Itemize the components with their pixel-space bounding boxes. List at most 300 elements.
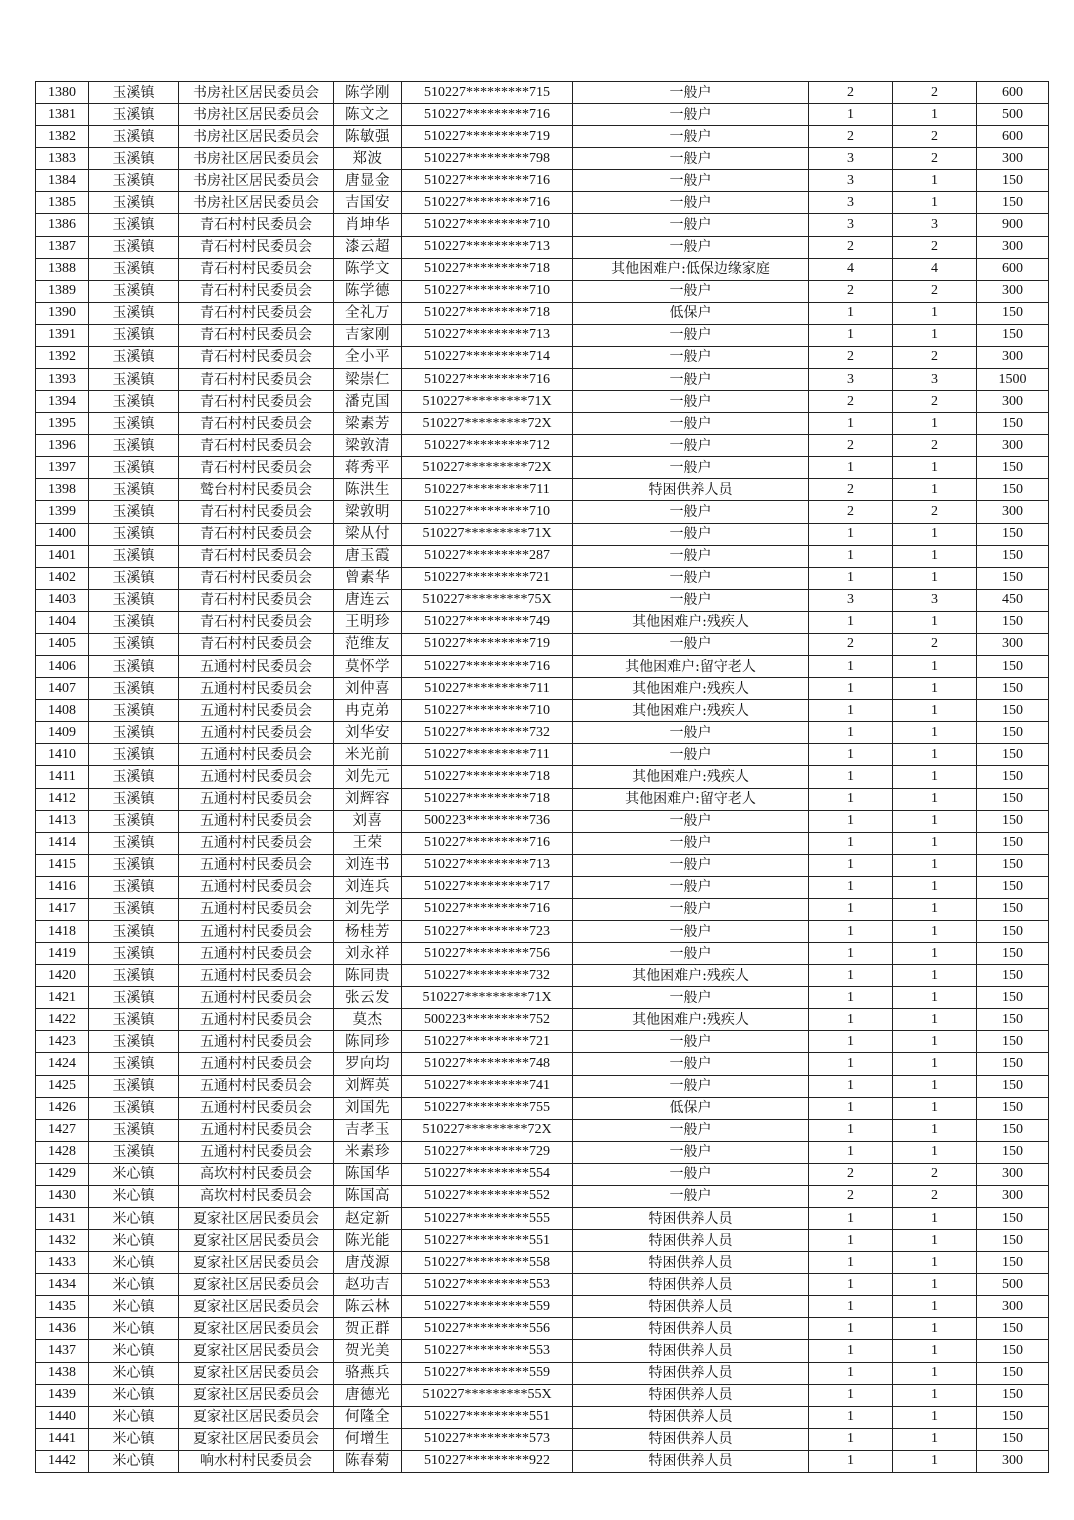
town-cell: 玉溪镇 [89,479,179,501]
town-cell: 玉溪镇 [89,788,179,810]
id-number-cell: 510227*********714 [402,346,573,368]
town-cell: 米心镇 [89,1384,179,1406]
table-row [36,722,1049,744]
household-type-cell: 其他困难户:残疾人 [573,611,809,633]
household-type-cell: 特困供养人员 [573,479,809,501]
name-cell: 梁敦明 [334,501,402,523]
household-size-cell: 1 [809,943,893,965]
table-row [36,192,1049,214]
table-row [36,766,1049,788]
serial-number-cell: 1414 [36,832,89,854]
household-size-cell: 3 [809,589,893,611]
household-size-cell: 1 [809,1207,893,1229]
table-row [36,1075,1049,1097]
id-number-cell: 510227*********716 [402,104,573,126]
beneficiary-count-cell: 1 [893,1230,977,1252]
household-size-cell: 1 [809,1031,893,1053]
household-size-cell: 2 [809,501,893,523]
beneficiary-count-cell: 2 [893,280,977,302]
household-size-cell: 1 [809,1406,893,1428]
serial-number-cell: 1392 [36,346,89,368]
beneficiary-count-cell: 1 [893,1450,977,1472]
amount-cell: 150 [977,457,1049,479]
name-cell: 吉国安 [334,192,402,214]
town-cell: 玉溪镇 [89,1053,179,1075]
beneficiary-count-cell: 2 [893,501,977,523]
name-cell: 莫杰 [334,1009,402,1031]
household-size-cell: 1 [809,722,893,744]
table-row [36,1450,1049,1472]
name-cell: 莫怀学 [334,656,402,678]
serial-number-cell: 1420 [36,965,89,987]
id-number-cell: 510227*********559 [402,1296,573,1318]
household-size-cell: 1 [809,876,893,898]
beneficiary-count-cell: 2 [893,346,977,368]
serial-number-cell: 1437 [36,1340,89,1362]
beneficiary-count-cell: 2 [893,148,977,170]
table-row [36,876,1049,898]
table-row [36,678,1049,700]
name-cell: 陈文之 [334,104,402,126]
id-number-cell: 510227*********723 [402,920,573,942]
amount-cell: 500 [977,104,1049,126]
household-size-cell: 2 [809,391,893,413]
amount-cell: 150 [977,876,1049,898]
table-row [36,1230,1049,1252]
name-cell: 蒋秀平 [334,457,402,479]
id-number-cell: 510227*********756 [402,943,573,965]
household-type-cell: 一般户 [573,501,809,523]
name-cell: 肖坤华 [334,214,402,236]
beneficiary-count-cell: 1 [893,943,977,965]
name-cell: 陈学刚 [334,82,402,104]
name-cell: 刘先学 [334,898,402,920]
household-size-cell: 1 [809,987,893,1009]
beneficiary-count-cell: 1 [893,104,977,126]
household-type-cell: 一般户 [573,346,809,368]
town-cell: 玉溪镇 [89,523,179,545]
beneficiary-count-cell: 3 [893,589,977,611]
beneficiary-count-cell: 1 [893,1428,977,1450]
table-row [36,302,1049,324]
committee-cell: 夏家社区居民委员会 [179,1252,334,1274]
table-row [36,1318,1049,1340]
amount-cell: 150 [977,324,1049,346]
committee-cell: 五通村村民委员会 [179,943,334,965]
household-size-cell: 1 [809,965,893,987]
id-number-cell: 510227*********710 [402,700,573,722]
household-type-cell: 一般户 [573,1163,809,1185]
amount-cell: 150 [977,1031,1049,1053]
id-number-cell: 510227*********716 [402,898,573,920]
id-number-cell: 510227*********713 [402,854,573,876]
amount-cell: 300 [977,346,1049,368]
id-number-cell: 510227*********558 [402,1252,573,1274]
beneficiary-count-cell: 2 [893,82,977,104]
town-cell: 玉溪镇 [89,302,179,324]
household-type-cell: 一般户 [573,104,809,126]
household-type-cell: 一般户 [573,280,809,302]
amount-cell: 600 [977,258,1049,280]
serial-number-cell: 1418 [36,920,89,942]
id-number-cell: 510227*********710 [402,501,573,523]
name-cell: 吉孝玉 [334,1119,402,1141]
committee-cell: 青石村村民委员会 [179,501,334,523]
town-cell: 玉溪镇 [89,943,179,965]
id-number-cell: 510227*********552 [402,1185,573,1207]
name-cell: 陈云林 [334,1296,402,1318]
name-cell: 唐显金 [334,170,402,192]
table-row [36,1274,1049,1296]
beneficiary-count-cell: 1 [893,700,977,722]
id-number-cell: 510227*********710 [402,280,573,302]
beneficiary-count-cell: 1 [893,987,977,1009]
town-cell: 玉溪镇 [89,214,179,236]
beneficiary-count-cell: 1 [893,192,977,214]
household-type-cell: 特困供养人员 [573,1384,809,1406]
household-size-cell: 1 [809,324,893,346]
town-cell: 玉溪镇 [89,832,179,854]
records-table-body [36,82,1049,1473]
household-size-cell: 1 [809,678,893,700]
name-cell: 梁从付 [334,523,402,545]
household-type-cell: 一般户 [573,457,809,479]
household-type-cell: 一般户 [573,810,809,832]
household-type-cell: 一般户 [573,523,809,545]
committee-cell: 青石村村民委员会 [179,567,334,589]
serial-number-cell: 1384 [36,170,89,192]
committee-cell: 夏家社区居民委员会 [179,1296,334,1318]
id-number-cell: 510227*********721 [402,567,573,589]
amount-cell: 1500 [977,369,1049,391]
beneficiary-count-cell: 3 [893,214,977,236]
id-number-cell: 510227*********713 [402,324,573,346]
serial-number-cell: 1383 [36,148,89,170]
committee-cell: 响水村村民委员会 [179,1450,334,1472]
committee-cell: 书房社区居民委员会 [179,192,334,214]
household-size-cell: 1 [809,810,893,832]
serial-number-cell: 1430 [36,1185,89,1207]
table-row [36,435,1049,457]
town-cell: 玉溪镇 [89,545,179,567]
household-type-cell: 一般户 [573,633,809,655]
name-cell: 刘连兵 [334,876,402,898]
committee-cell: 五通村村民委员会 [179,832,334,854]
records-table [35,81,1049,1473]
household-size-cell: 1 [809,854,893,876]
committee-cell: 夏家社区居民委员会 [179,1230,334,1252]
serial-number-cell: 1438 [36,1362,89,1384]
amount-cell: 300 [977,236,1049,258]
household-size-cell: 1 [809,1252,893,1274]
serial-number-cell: 1402 [36,567,89,589]
name-cell: 骆燕兵 [334,1362,402,1384]
table-row [36,810,1049,832]
serial-number-cell: 1409 [36,722,89,744]
table-row [36,1384,1049,1406]
id-number-cell: 510227*********922 [402,1450,573,1472]
amount-cell: 600 [977,126,1049,148]
id-number-cell: 510227*********755 [402,1097,573,1119]
name-cell: 赵功吉 [334,1274,402,1296]
household-type-cell: 一般户 [573,391,809,413]
amount-cell: 150 [977,722,1049,744]
id-number-cell: 510227*********72X [402,1119,573,1141]
amount-cell: 300 [977,1163,1049,1185]
amount-cell: 150 [977,1340,1049,1362]
household-size-cell: 3 [809,192,893,214]
household-size-cell: 2 [809,1163,893,1185]
town-cell: 玉溪镇 [89,280,179,302]
committee-cell: 夏家社区居民委员会 [179,1362,334,1384]
table-row [36,611,1049,633]
name-cell: 陈光能 [334,1230,402,1252]
table-row [36,1097,1049,1119]
town-cell: 玉溪镇 [89,501,179,523]
household-type-cell: 一般户 [573,170,809,192]
town-cell: 玉溪镇 [89,1141,179,1163]
household-type-cell: 一般户 [573,1053,809,1075]
beneficiary-count-cell: 2 [893,391,977,413]
household-size-cell: 1 [809,523,893,545]
household-size-cell: 1 [809,766,893,788]
household-size-cell: 2 [809,82,893,104]
committee-cell: 五通村村民委员会 [179,656,334,678]
beneficiary-count-cell: 1 [893,545,977,567]
id-number-cell: 510227*********717 [402,876,573,898]
household-size-cell: 1 [809,611,893,633]
name-cell: 梁崇仁 [334,369,402,391]
table-row [36,1141,1049,1163]
serial-number-cell: 1435 [36,1296,89,1318]
household-type-cell: 一般户 [573,369,809,391]
amount-cell: 150 [977,611,1049,633]
household-size-cell: 1 [809,1384,893,1406]
id-number-cell: 510227*********716 [402,832,573,854]
serial-number-cell: 1408 [36,700,89,722]
committee-cell: 夏家社区居民委员会 [179,1207,334,1229]
table-row [36,126,1049,148]
committee-cell: 青石村村民委员会 [179,280,334,302]
amount-cell: 150 [977,545,1049,567]
beneficiary-count-cell: 1 [893,1119,977,1141]
amount-cell: 150 [977,567,1049,589]
committee-cell: 五通村村民委员会 [179,965,334,987]
id-number-cell: 510227*********718 [402,766,573,788]
serial-number-cell: 1389 [36,280,89,302]
committee-cell: 五通村村民委员会 [179,1031,334,1053]
amount-cell: 150 [977,1318,1049,1340]
amount-cell: 150 [977,1075,1049,1097]
town-cell: 玉溪镇 [89,170,179,192]
name-cell: 陈学德 [334,280,402,302]
beneficiary-count-cell: 1 [893,1141,977,1163]
id-number-cell: 510227*********718 [402,258,573,280]
table-row [36,280,1049,302]
serial-number-cell: 1436 [36,1318,89,1340]
beneficiary-count-cell: 1 [893,876,977,898]
amount-cell: 150 [977,1141,1049,1163]
town-cell: 玉溪镇 [89,898,179,920]
table-row [36,1185,1049,1207]
name-cell: 王荣 [334,832,402,854]
household-size-cell: 2 [809,126,893,148]
household-size-cell: 1 [809,1141,893,1163]
beneficiary-count-cell: 1 [893,1340,977,1362]
id-number-cell: 510227*********553 [402,1340,573,1362]
id-number-cell: 510227*********71X [402,987,573,1009]
committee-cell: 青石村村民委员会 [179,611,334,633]
id-number-cell: 510227*********718 [402,788,573,810]
id-number-cell: 510227*********75X [402,589,573,611]
town-cell: 米心镇 [89,1406,179,1428]
committee-cell: 书房社区居民委员会 [179,104,334,126]
name-cell: 刘辉容 [334,788,402,810]
household-size-cell: 2 [809,479,893,501]
committee-cell: 青石村村民委员会 [179,346,334,368]
beneficiary-count-cell: 1 [893,1384,977,1406]
committee-cell: 书房社区居民委员会 [179,126,334,148]
household-size-cell: 2 [809,280,893,302]
name-cell: 潘克国 [334,391,402,413]
serial-number-cell: 1415 [36,854,89,876]
table-row [36,1053,1049,1075]
household-size-cell: 4 [809,258,893,280]
household-type-cell: 一般户 [573,236,809,258]
town-cell: 玉溪镇 [89,678,179,700]
serial-number-cell: 1427 [36,1119,89,1141]
town-cell: 玉溪镇 [89,82,179,104]
table-row [36,567,1049,589]
town-cell: 玉溪镇 [89,656,179,678]
table-row [36,700,1049,722]
committee-cell: 五通村村民委员会 [179,920,334,942]
table-row [36,479,1049,501]
beneficiary-count-cell: 1 [893,1053,977,1075]
table-row [36,656,1049,678]
table-row [36,1340,1049,1362]
table-row [36,413,1049,435]
amount-cell: 900 [977,214,1049,236]
amount-cell: 600 [977,82,1049,104]
committee-cell: 五通村村民委员会 [179,1119,334,1141]
committee-cell: 书房社区居民委员会 [179,82,334,104]
committee-cell: 夏家社区居民委员会 [179,1384,334,1406]
household-size-cell: 2 [809,633,893,655]
amount-cell: 150 [977,1406,1049,1428]
beneficiary-count-cell: 1 [893,810,977,832]
household-size-cell: 1 [809,1274,893,1296]
household-type-cell: 一般户 [573,214,809,236]
table-row [36,1163,1049,1185]
amount-cell: 300 [977,280,1049,302]
household-type-cell: 特困供养人员 [573,1230,809,1252]
household-size-cell: 2 [809,435,893,457]
household-size-cell: 1 [809,832,893,854]
table-row [36,854,1049,876]
household-type-cell: 一般户 [573,943,809,965]
table-row [36,898,1049,920]
beneficiary-count-cell: 1 [893,457,977,479]
serial-number-cell: 1442 [36,1450,89,1472]
serial-number-cell: 1441 [36,1428,89,1450]
committee-cell: 夏家社区居民委员会 [179,1318,334,1340]
committee-cell: 青石村村民委员会 [179,457,334,479]
committee-cell: 五通村村民委员会 [179,722,334,744]
id-number-cell: 510227*********716 [402,369,573,391]
table-row [36,324,1049,346]
table-row [36,369,1049,391]
committee-cell: 五通村村民委员会 [179,678,334,700]
household-size-cell: 1 [809,656,893,678]
serial-number-cell: 1434 [36,1274,89,1296]
committee-cell: 五通村村民委员会 [179,898,334,920]
household-type-cell: 一般户 [573,324,809,346]
household-type-cell: 其他困难户:残疾人 [573,678,809,700]
serial-number-cell: 1433 [36,1252,89,1274]
committee-cell: 五通村村民委员会 [179,766,334,788]
household-type-cell: 其他困难户:留守老人 [573,656,809,678]
town-cell: 玉溪镇 [89,876,179,898]
household-type-cell: 一般户 [573,832,809,854]
beneficiary-count-cell: 1 [893,656,977,678]
name-cell: 陈敏强 [334,126,402,148]
table-row [36,545,1049,567]
id-number-cell: 510227*********798 [402,148,573,170]
name-cell: 刘永祥 [334,943,402,965]
town-cell: 玉溪镇 [89,457,179,479]
beneficiary-count-cell: 1 [893,766,977,788]
town-cell: 米心镇 [89,1296,179,1318]
table-row [36,82,1049,104]
household-type-cell: 其他困难户:低保边缘家庭 [573,258,809,280]
town-cell: 玉溪镇 [89,413,179,435]
town-cell: 米心镇 [89,1230,179,1252]
household-size-cell: 1 [809,1318,893,1340]
committee-cell: 青石村村民委员会 [179,214,334,236]
name-cell: 刘喜 [334,810,402,832]
beneficiary-count-cell: 1 [893,1406,977,1428]
serial-number-cell: 1397 [36,457,89,479]
serial-number-cell: 1406 [36,656,89,678]
name-cell: 刘国先 [334,1097,402,1119]
table-row [36,943,1049,965]
committee-cell: 夏家社区居民委员会 [179,1428,334,1450]
name-cell: 全小平 [334,346,402,368]
amount-cell: 300 [977,1185,1049,1207]
serial-number-cell: 1390 [36,302,89,324]
town-cell: 玉溪镇 [89,126,179,148]
town-cell: 玉溪镇 [89,700,179,722]
name-cell: 刘先元 [334,766,402,788]
table-row [36,1207,1049,1229]
id-number-cell: 510227*********551 [402,1230,573,1252]
household-size-cell: 1 [809,1097,893,1119]
serial-number-cell: 1422 [36,1009,89,1031]
beneficiary-count-cell: 2 [893,126,977,148]
household-type-cell: 其他困难户:残疾人 [573,1009,809,1031]
beneficiary-count-cell: 1 [893,1207,977,1229]
amount-cell: 150 [977,170,1049,192]
household-type-cell: 特困供养人员 [573,1207,809,1229]
serial-number-cell: 1403 [36,589,89,611]
serial-number-cell: 1385 [36,192,89,214]
amount-cell: 150 [977,1384,1049,1406]
name-cell: 陈春菊 [334,1450,402,1472]
table-row [36,1362,1049,1384]
serial-number-cell: 1426 [36,1097,89,1119]
amount-cell: 450 [977,589,1049,611]
